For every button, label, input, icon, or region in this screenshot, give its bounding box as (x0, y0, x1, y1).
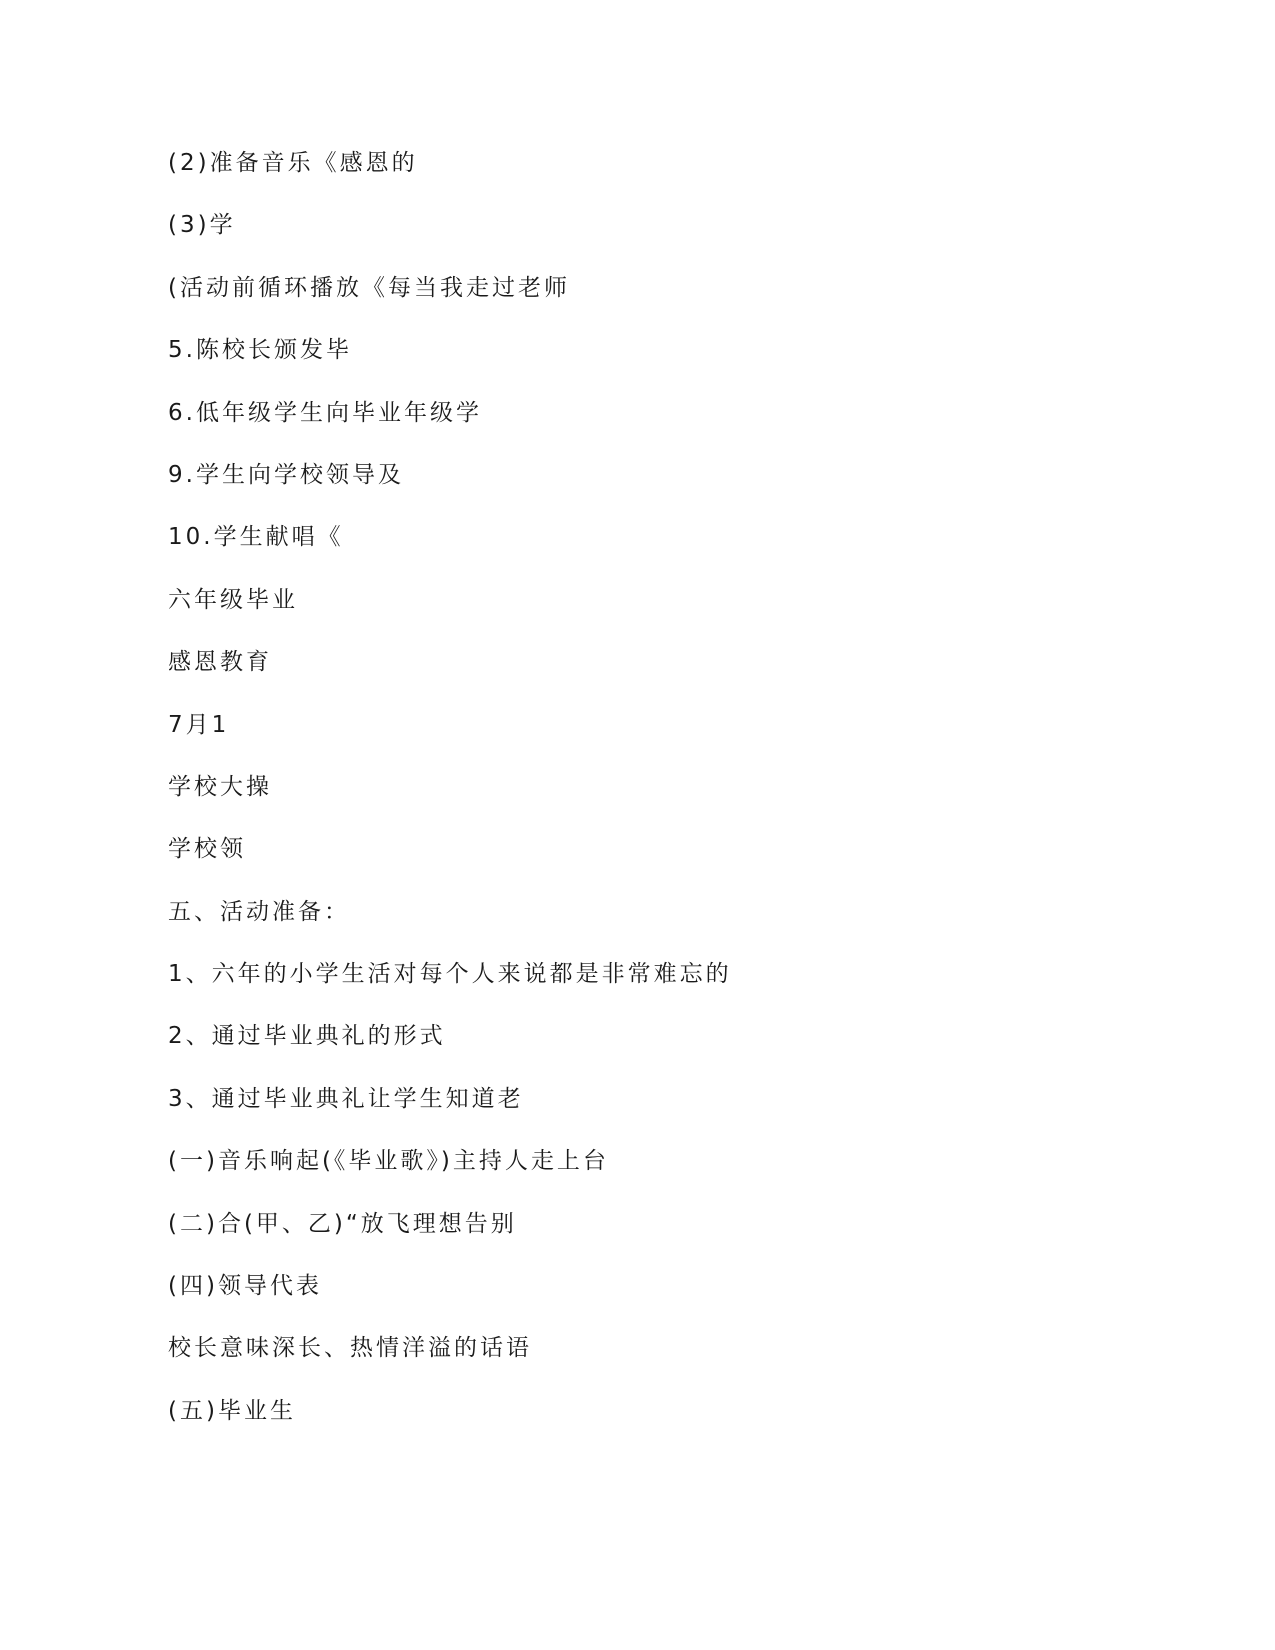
text-line: (五)毕业生 (168, 1397, 296, 1424)
text-line: 9.学生向学校领导及 (168, 461, 404, 488)
text-line: (2)准备音乐《感恩的 (168, 150, 418, 176)
text-line: 感恩教育 (168, 649, 272, 676)
document-body (168, 146, 1168, 1456)
text-line: 学校领 (168, 836, 246, 863)
text-line: (活动前循环播放《每当我走过老师 (168, 274, 570, 301)
text-line: 10.学生献唱《 (168, 524, 344, 551)
text-line: 2、通过毕业典礼的形式 (168, 1023, 446, 1050)
text-line: 7月1 (168, 711, 230, 738)
text-line: 六年级毕业 (168, 586, 298, 613)
text-line: 1、六年的小学生活对每个人来说都是非常难忘的 (168, 961, 732, 988)
text-line: 学校大操 (168, 773, 272, 800)
text-line: 5.陈校长颁发毕 (168, 337, 352, 364)
text-line: (3)学 (168, 212, 236, 239)
text-line: (一)音乐响起(《毕业歌》)主持人走上台 (168, 1148, 609, 1175)
text-line: (二)合(甲、乙)“放飞理想告别 (168, 1210, 517, 1237)
text-line: 校长意味深长、热情洋溢的话语 (168, 1335, 532, 1362)
text-line: 3、通过毕业典礼让学生知道老 (168, 1085, 524, 1112)
section-heading: 五、活动准备： (168, 898, 350, 925)
text-line: 6.低年级学生向毕业年级学 (168, 399, 482, 426)
text-line: (四)领导代表 (168, 1273, 322, 1300)
